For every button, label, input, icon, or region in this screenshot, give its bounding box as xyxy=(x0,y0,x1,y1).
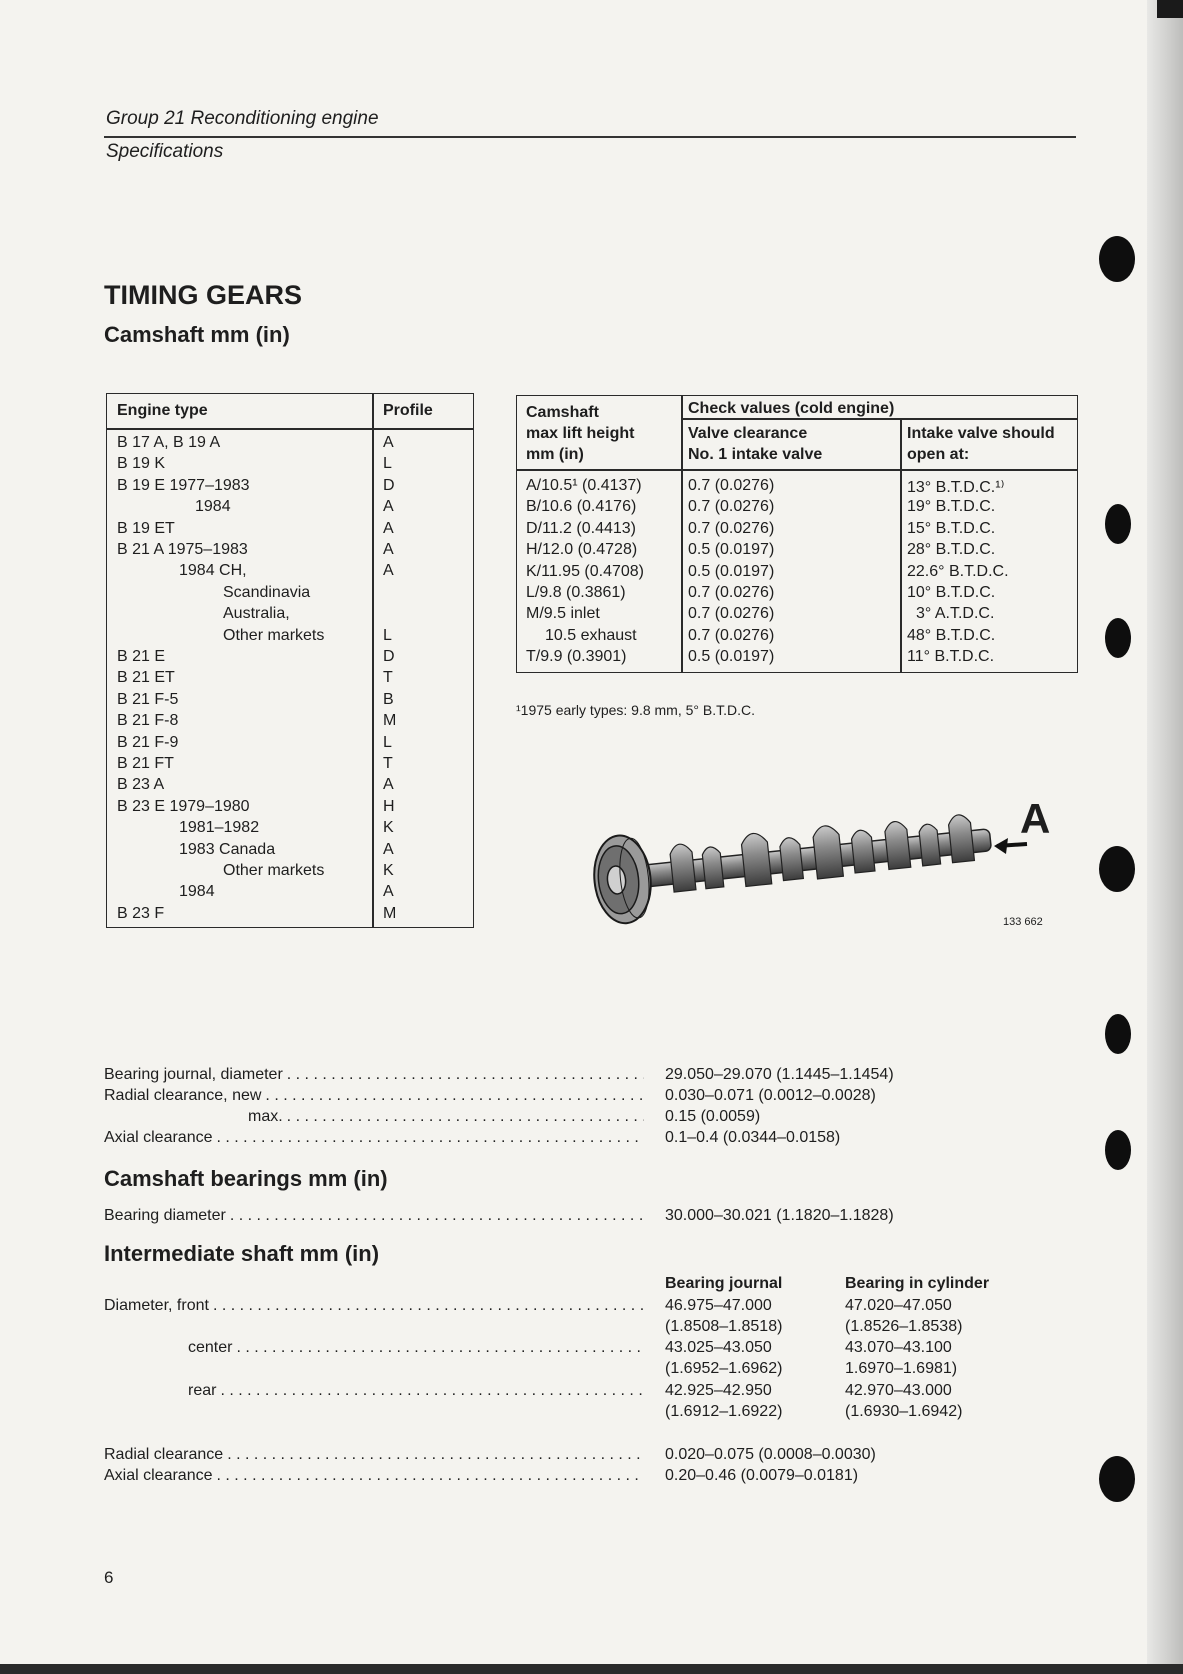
valve-clearance-header: Valve clearance xyxy=(688,425,808,442)
spec-row: Axial clearance . . . xyxy=(104,1129,644,1149)
scan-bottom-bar xyxy=(0,1664,1183,1674)
table-row: B 19 ET A xyxy=(117,519,394,537)
spec-value: 42.925–42.950 xyxy=(665,1382,772,1399)
table-row: 1981–1982 K xyxy=(179,819,394,837)
table-row: B 21 E D xyxy=(117,648,395,665)
table-row: K/11.95 (0.4708) 0.5 (0.0197) 22.6° B.T.D.C. xyxy=(526,562,1009,580)
table-row: B 21 F-8 M xyxy=(117,712,397,730)
camshaft-bearings-title: Camshaft bearings mm (in) xyxy=(104,1166,388,1191)
table-row: B 21 ET T xyxy=(117,669,393,687)
spec-value: 43.070–43.100 xyxy=(845,1339,952,1356)
spec-row: Radial clearance, new . . . xyxy=(104,1087,644,1107)
check-values-header: Check values (cold engine) xyxy=(688,400,895,417)
camshaft-header: mm (in) xyxy=(526,446,584,463)
binder-hole xyxy=(1105,1014,1131,1054)
table-row: B 21 F-9 L xyxy=(117,733,392,751)
binder-hole xyxy=(1099,236,1135,282)
engine-profile-table xyxy=(106,393,474,928)
table-row: 1984 CH, A xyxy=(179,562,394,580)
table-row: L/9.8 (0.3861) 0.7 (0.0276) 10° B.T.D.C. xyxy=(526,584,996,601)
spec-row: Radial clearance . . . xyxy=(104,1446,644,1466)
table-row: B 21 F-5 B xyxy=(117,690,394,708)
table-row: D/11.2 (0.4413) 0.7 (0.0276) 15° B.T.D.C. xyxy=(526,519,996,537)
table-row: B 17 A, B 19 A A xyxy=(117,434,394,451)
spec-row: Bearing journal, diameter . . . xyxy=(104,1066,644,1086)
table-row: B 23 A A xyxy=(117,776,394,794)
spec-value: 42.970–43.000 xyxy=(845,1382,952,1399)
intake-open-header: Intake valve should xyxy=(907,425,1055,442)
camshaft-title: Camshaft mm (in) xyxy=(104,322,290,347)
spec-row: Axial clearance . . . xyxy=(104,1467,644,1487)
spec-row: Bearing diameter . . . xyxy=(104,1207,644,1227)
header-rule xyxy=(104,136,1076,138)
spec-value: 0.020–0.075 (0.0008–0.0030) xyxy=(665,1446,876,1463)
camshaft-header: max lift height xyxy=(526,425,635,442)
figure-number: 133 662 xyxy=(1003,916,1043,928)
table-row: B 23 E 1979–1980 H xyxy=(117,797,395,815)
table-row: Other markets K xyxy=(223,862,394,879)
spec-value: 0.1–0.4 (0.0344–0.0158) xyxy=(665,1129,841,1146)
table-row: B 21 FT T xyxy=(117,755,393,772)
table-row: B 19 E 1977–1983 D xyxy=(117,476,395,494)
binder-hole xyxy=(1105,618,1131,658)
table-row: H/12.0 (0.4728) 0.5 (0.0197) 28° B.T.D.C. xyxy=(526,541,996,559)
binder-hole xyxy=(1105,504,1131,544)
table-divider xyxy=(517,469,1077,471)
table-row: Other markets L xyxy=(223,626,392,644)
table-row: Scandinavia xyxy=(223,583,311,601)
group-title: Group 21 Reconditioning engine xyxy=(106,108,379,129)
intermediate-shaft-title: Intermediate shaft mm (in) xyxy=(104,1241,380,1266)
table-row: T/9.9 (0.3901) 0.5 (0.0197) 11° B.T.D.C. xyxy=(526,648,995,666)
page-subtitle: Specifications xyxy=(106,141,224,162)
spec-value: (1.8508–1.8518) xyxy=(665,1318,783,1335)
table-row: A/10.5¹ (0.4137) 0.7 (0.0276) 13° B.T.D.C.¹⁾ xyxy=(526,477,1005,496)
spec-value: 47.020–47.050 xyxy=(845,1297,952,1314)
section-title: TIMING GEARS xyxy=(104,280,303,310)
spec-value: 0.15 (0.0059) xyxy=(665,1108,761,1125)
binder-hole xyxy=(1105,1130,1131,1170)
table-row: 10.5 exhaust 0.7 (0.0276) 48° B.T.D.C. xyxy=(545,626,996,644)
spec-value: 0.030–0.071 (0.0012–0.0028) xyxy=(665,1087,876,1104)
scan-corner xyxy=(1157,0,1183,18)
spec-row: rear . . . xyxy=(188,1382,644,1402)
bearing-cylinder-header: Bearing in cylinder xyxy=(845,1275,990,1292)
spec-row: center . . . xyxy=(188,1339,644,1359)
spec-value: (1.6912–1.6922) xyxy=(665,1403,783,1420)
scan-edge xyxy=(1147,0,1183,1674)
profile-header: Profile xyxy=(383,402,433,419)
table-row: B 19 K L xyxy=(117,455,392,473)
spec-row: max. . . . xyxy=(248,1108,644,1128)
spec-value: (1.6952–1.6962) xyxy=(665,1360,783,1377)
footnote: ¹1975 early types: 9.8 mm, 5° B.T.D.C. xyxy=(516,702,756,718)
figure-label: A xyxy=(1020,795,1051,842)
bearing-journal-header: Bearing journal xyxy=(665,1275,783,1292)
engine-type-header: Engine type xyxy=(117,402,208,419)
table-row: 1983 Canada A xyxy=(179,840,394,858)
table-row: B/10.6 (0.4176) 0.7 (0.0276) 19° B.T.D.C. xyxy=(526,498,996,516)
valve-clearance-header: No. 1 intake valve xyxy=(688,446,823,463)
table-divider xyxy=(107,428,473,430)
camshaft-header: Camshaft xyxy=(526,404,599,421)
spec-row: Diameter, front . . . xyxy=(104,1297,644,1317)
spec-value: (1.6930–1.6942) xyxy=(845,1403,963,1420)
spec-value: 30.000–30.021 (1.1820–1.1828) xyxy=(665,1207,894,1224)
table-row: B 21 A 1975–1983 A xyxy=(117,541,394,558)
spec-value: 46.975–47.000 xyxy=(665,1297,772,1314)
spec-value: (1.8526–1.8538) xyxy=(845,1318,963,1335)
spec-value: 0.20–0.46 (0.0079–0.0181) xyxy=(665,1467,859,1484)
spec-value: 43.025–43.050 xyxy=(665,1339,772,1356)
table-row: Australia, xyxy=(223,605,290,623)
table-row: 1984 A xyxy=(195,498,394,516)
camshaft-check-table xyxy=(516,395,1078,673)
intake-open-header: open at: xyxy=(907,446,970,463)
page-number: 6 xyxy=(104,1568,114,1587)
spec-value: 29.050–29.070 (1.1445–1.1454) xyxy=(665,1066,894,1083)
camshaft-illustration xyxy=(572,800,1042,930)
spec-value: 1.6970–1.6981) xyxy=(845,1360,958,1377)
table-row: B 23 F M xyxy=(117,904,397,922)
table-row: M/9.5 inlet 0.7 (0.0276) 3° A.T.D.C. xyxy=(526,605,995,623)
table-row: 1984 A xyxy=(179,883,394,901)
binder-hole xyxy=(1099,1456,1135,1502)
binder-hole xyxy=(1099,846,1135,892)
